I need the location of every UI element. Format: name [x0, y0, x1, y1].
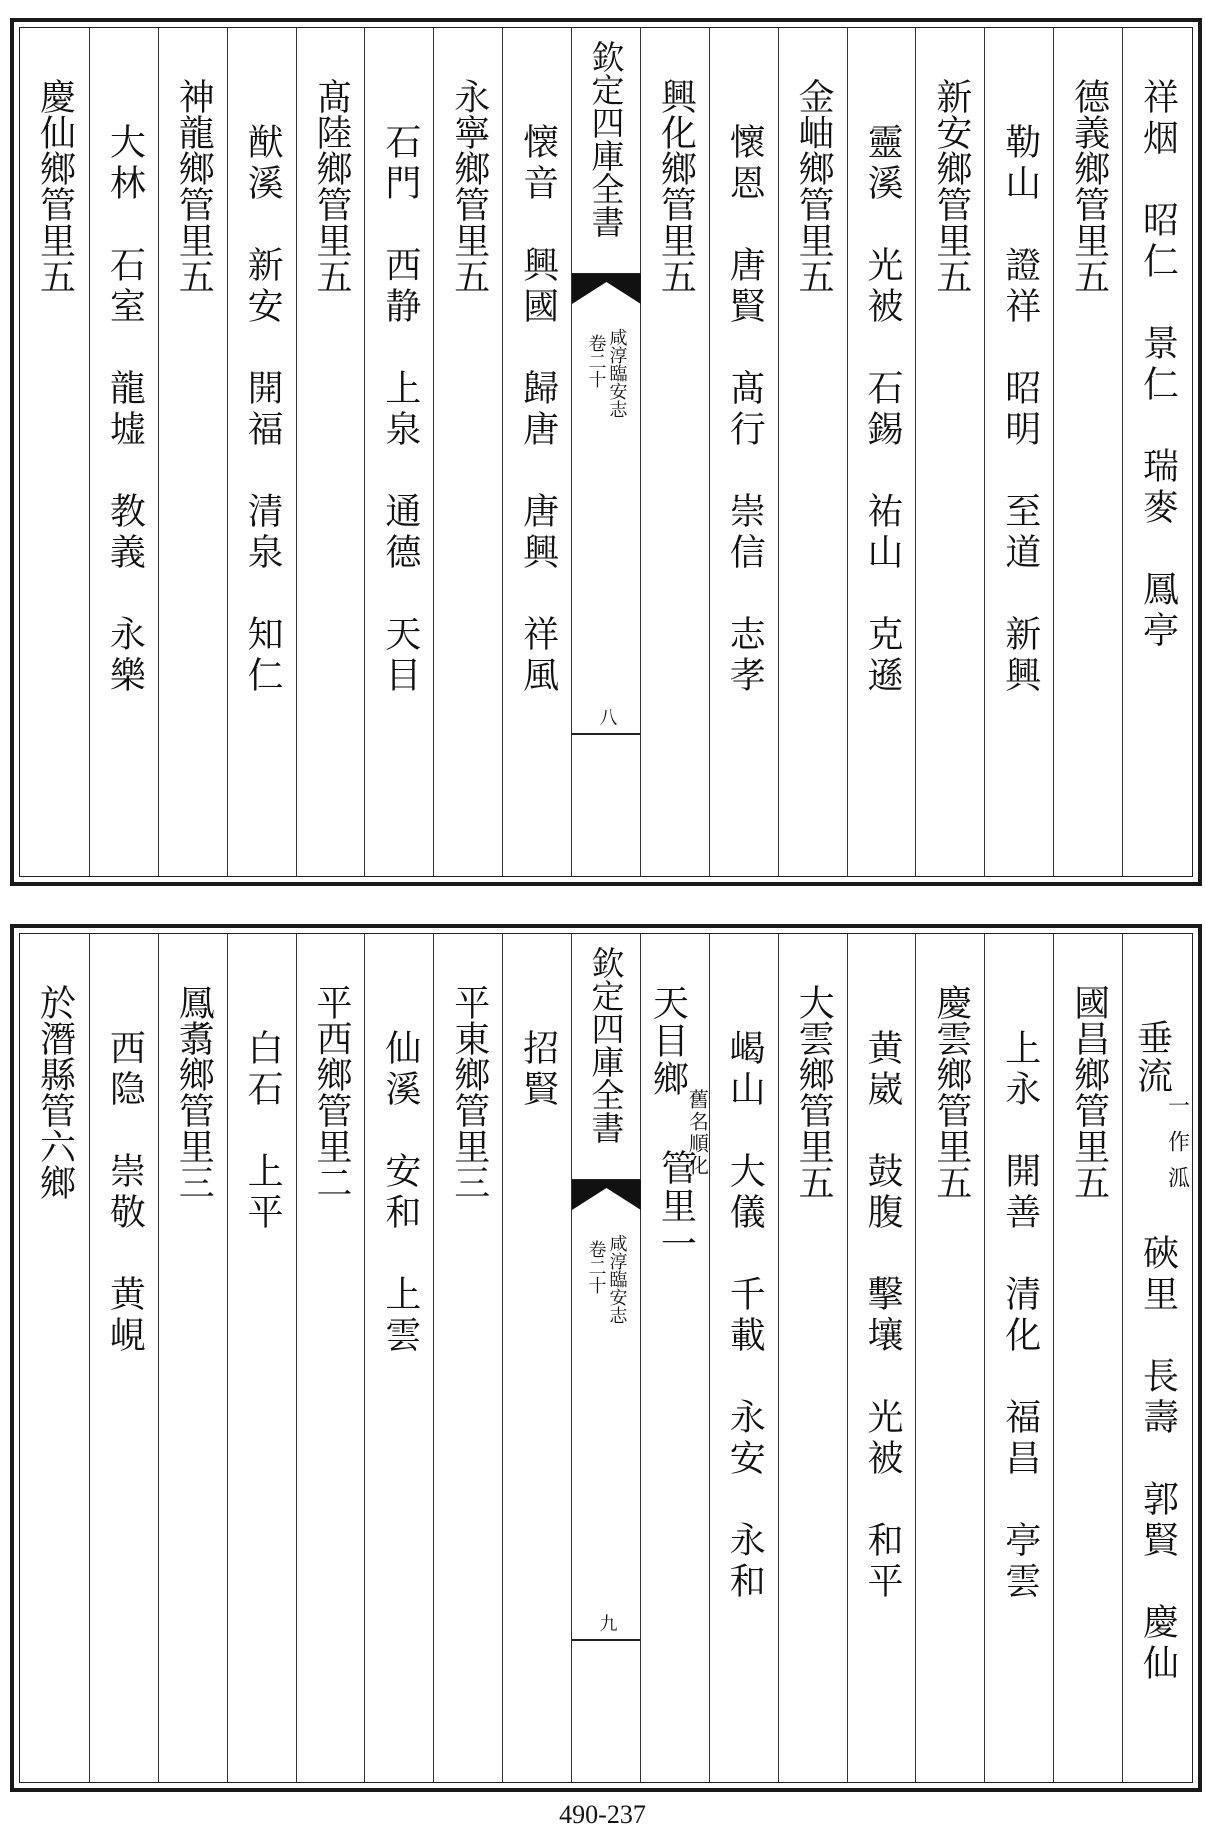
heading-column: [433, 28, 502, 876]
center-gutter: [571, 28, 640, 876]
heading-column: [1053, 934, 1122, 1782]
township-heading: 新安鄉管里五: [930, 78, 972, 294]
village-list-column: [984, 28, 1053, 876]
fishtail-mark-icon: [572, 1180, 641, 1218]
township-heading: 天目鄉: [647, 984, 689, 1098]
heading-column: [778, 934, 847, 1782]
village-list-column: [847, 934, 916, 1782]
village-list: 招賢: [517, 1029, 559, 1111]
township-heading: 大雲鄉管里五: [793, 984, 835, 1200]
township-heading: 金岫鄉管里五: [793, 78, 835, 294]
heading-column: [296, 934, 365, 1782]
page-number-footer: 490-237: [559, 1800, 646, 1829]
village-name: 垂流: [1131, 1019, 1173, 1095]
page-bottom-frame: [19, 933, 1193, 1783]
village-list: 猷溪 新安 開福 清泉 知仁: [242, 123, 284, 697]
village-list: 西隐 崇敬 黄峴: [104, 1029, 146, 1357]
center-header-box: [572, 934, 640, 1180]
village-list: 勒山 證祥 昭明 至道 新興: [999, 123, 1041, 697]
village-list-column: [364, 934, 433, 1782]
village-list-column: [89, 934, 158, 1782]
village-list-column: [984, 934, 1053, 1782]
township-heading: 平東鄉管里三: [448, 984, 490, 1200]
center-gutter: [571, 934, 640, 1782]
village-list-column: [709, 934, 778, 1782]
township-heading: 慶雲鄉管里五: [930, 984, 972, 1200]
page-bottom-folio-9: [10, 924, 1202, 1792]
village-list: 上永 開善 清化 福昌 亭雲: [999, 1029, 1041, 1603]
heading-column: [296, 28, 365, 876]
township-heading: 慶仙鄉管里五: [34, 78, 76, 294]
heading-column: [915, 28, 984, 876]
village-list: 白石 上平: [242, 1029, 284, 1234]
township-heading: 平西鄉管里二: [310, 984, 352, 1200]
township-heading: 髙陸鄉管里五: [310, 78, 352, 294]
fishtail-mark-icon: [572, 274, 641, 312]
village-list-column: [89, 28, 158, 876]
village-list-column: [227, 934, 296, 1782]
page-top-frame: [19, 27, 1193, 877]
village-list: 黄崴 鼓腹 擊壤 光被 和平: [862, 1029, 904, 1603]
village-list-column: [1122, 28, 1191, 876]
book-title: 咸淳臨安志: [606, 328, 628, 418]
juan-number: 卷二十: [585, 334, 607, 388]
township-heading: 興化鄉管里五: [655, 78, 697, 294]
village-list: 祥烟 昭仁 景仁 瑞麥 鳳亭: [1137, 78, 1179, 652]
folio-number: 八: [596, 708, 618, 726]
heading-column: [158, 28, 227, 876]
village-list: 嵑山 大儀 千載 永安 永和: [724, 1029, 766, 1603]
page-top-folio-8: [10, 18, 1202, 886]
heading-column: [1053, 28, 1122, 876]
village-list: 大林 石室 龍墟 教義 永樂: [104, 123, 146, 697]
heading-column: [158, 934, 227, 1782]
village-list: 石門 西静 上泉 通德 天目: [379, 123, 421, 697]
heading-column: [778, 28, 847, 876]
township-heading: 永寧鄉管里五: [448, 78, 490, 294]
township-heading: 於潛縣管六鄉: [34, 984, 76, 1200]
heading-column: [640, 28, 709, 876]
annotation-note: 一作泒: [1164, 1094, 1190, 1202]
annotation-note: 舊名順化: [685, 1089, 710, 1177]
village-list-column: [709, 28, 778, 876]
heading-column: [640, 934, 709, 1782]
village-list-column: [364, 28, 433, 876]
village-list: 硤里 長壽 郭賢 慶仙: [1137, 1234, 1179, 1685]
heading-column: [20, 934, 89, 1782]
village-list: 靈溪 光被 石錫 祐山 克遜: [862, 123, 904, 697]
series-title: 欽定四庫全書: [586, 946, 626, 1144]
center-divider-line: [572, 733, 640, 735]
village-list: 懷恩 唐賢 髙行 崇信 志孝: [724, 123, 766, 697]
heading-column: [20, 28, 89, 876]
village-list-column: [227, 28, 296, 876]
folio-number: 九: [596, 1614, 618, 1632]
heading-column: [433, 934, 502, 1782]
center-divider-line: [572, 1639, 640, 1641]
juan-number: 卷二十: [585, 1240, 607, 1294]
series-title: 欽定四庫全書: [586, 40, 626, 238]
center-header-box: [572, 28, 640, 274]
book-title: 咸淳臨安志: [606, 1234, 628, 1324]
heading-column: [915, 934, 984, 1782]
township-heading: 國昌鄉管里五: [1068, 984, 1110, 1200]
township-heading: 德義鄉管里五: [1068, 78, 1110, 294]
township-heading: 鳳翥鄉管里三: [173, 984, 215, 1200]
village-list-column: [1122, 934, 1191, 1782]
township-heading: 神龍鄉管里五: [173, 78, 215, 294]
village-list: 懐音 興國 歸唐 唐興 祥風: [517, 123, 559, 697]
village-list-column: [502, 28, 571, 876]
village-list: 仙溪 安和 上雲: [379, 1029, 421, 1357]
township-heading: 管里一: [655, 1149, 697, 1263]
village-list-column: [502, 934, 571, 1782]
village-list-column: [847, 28, 916, 876]
